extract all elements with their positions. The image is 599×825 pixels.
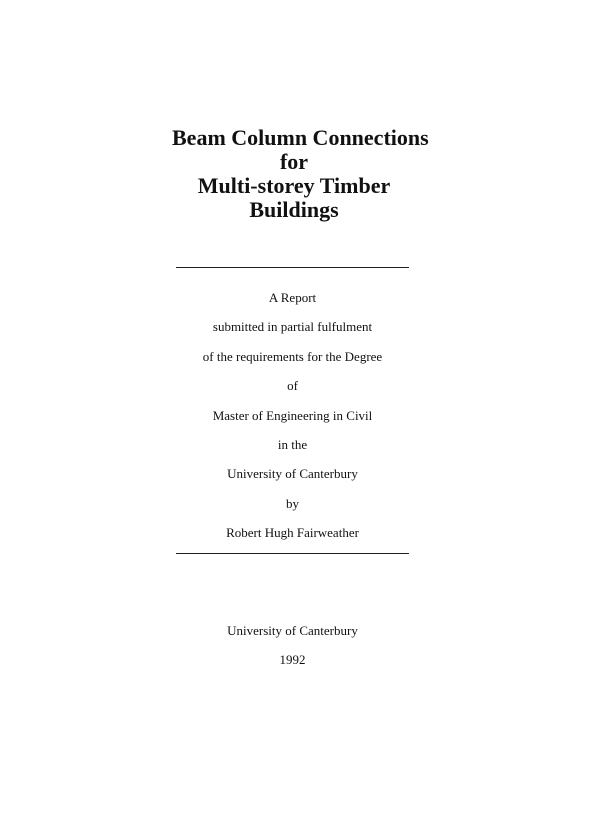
title-line-1: Beam Column Connections: [172, 125, 429, 150]
author-name: Robert Hugh Fairweather: [226, 525, 359, 540]
footer-year: 1992: [279, 652, 306, 667]
report-type: A Report: [268, 290, 317, 305]
university-name: University of Canterbury: [227, 466, 358, 481]
requirements-statement: of the requirements for the Degree: [202, 349, 383, 364]
footer-institution: University of Canterbury: [227, 623, 358, 638]
title-line-4: Buildings: [249, 197, 339, 222]
title-line-2: for: [279, 149, 309, 174]
top-divider: [176, 267, 409, 268]
in-the-text: in the: [277, 437, 308, 452]
bottom-divider: [176, 553, 409, 554]
title-line-3: Multi-storey Timber: [197, 173, 391, 198]
by-text: by: [286, 496, 299, 511]
degree-name: Master of Engineering in Civil: [212, 408, 373, 423]
of-text: of: [287, 378, 298, 393]
report-title: [172, 125, 429, 222]
submission-statement: submitted in partial fulfulment: [212, 319, 373, 334]
